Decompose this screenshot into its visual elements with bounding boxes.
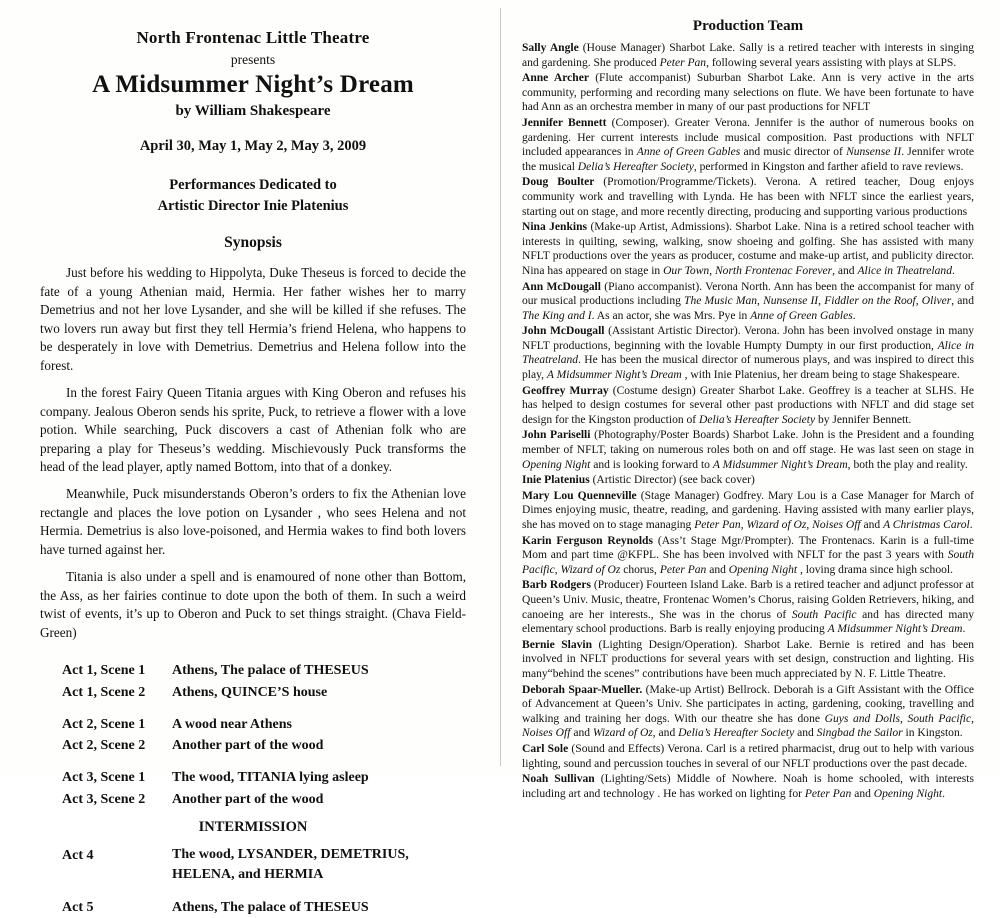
production-team-bio bbox=[522, 489, 974, 533]
play-title: A Midsummer Night’s Dream bbox=[92, 71, 414, 98]
production-team-bio bbox=[522, 324, 974, 382]
dedication-line-2: Artistic Director Inie Platenius bbox=[157, 197, 349, 214]
bio-person-name: John McDougall bbox=[522, 325, 605, 338]
scene-location: Athens, The palace of THESEUS bbox=[172, 663, 369, 679]
production-team-bio bbox=[522, 742, 974, 771]
bio-text: (Photography/Poster Boards) Sharbot Lake. John is the President and a founding member of NFLT, taking on numerous roles both on and off stage. He was last seen on stage in Opening Night and is looking forward to A Midsummer Night’s Dream, both the play and reality. bbox=[522, 429, 975, 471]
synopsis-body bbox=[40, 264, 466, 642]
production-team-bio bbox=[522, 280, 974, 324]
scene-row bbox=[40, 767, 466, 788]
bio-person-name: Mary Lou Quenneville bbox=[522, 489, 637, 502]
play-author: by William Shakespeare bbox=[175, 103, 331, 119]
bio-text: (Flute accompanist) Suburban Sharbot Lake. Ann is very active in the arts community, performing and recording many selections on flute. We have been fortunate to have had Ann as an orchestra member in many of our past productions for NFLT bbox=[522, 72, 974, 114]
bio-person-name: Bernie Slavin bbox=[522, 638, 593, 651]
scene-row bbox=[40, 660, 466, 681]
production-team-bio bbox=[522, 41, 974, 70]
scene-row bbox=[40, 845, 466, 886]
bio-person-name: Carl Sole bbox=[522, 742, 569, 755]
bio-person-name: Nina Jenkins bbox=[522, 221, 588, 234]
scene-location: The wood, LYSANDER, DEMETRIUS, HELENA, and HERMIA bbox=[172, 846, 409, 883]
scene-spacer bbox=[40, 703, 466, 714]
bio-text: (Lighting Design/Operation). Sharbot Lake. Bernie is retired and has been involved in NFLT productions for several years with set design, construction and lighting. His many“behind the scenes” contributions have been much appreciated by N. F. Little Theatre. bbox=[522, 638, 974, 680]
scene-location: Another part of the wood bbox=[172, 738, 324, 754]
scene-row bbox=[40, 735, 466, 756]
production-team-bio bbox=[522, 175, 974, 219]
bio-text: (Costume design) Greater Sharbot Lake. Geoffrey is a teacher at SLHS. He has helped to design costumes for several other past productions with NFLT and did stage set design for the Kingston production of Delia’s Hereafter Society by Jennifer Bennett. bbox=[522, 384, 974, 426]
bio-text: (Sound and Effects) Verona. Carl is a retired pharmacist, drug out to help with various lighting, sound and percussion touches in several of our NFLT productions over the past decade. bbox=[522, 742, 974, 770]
scene-row bbox=[40, 789, 466, 810]
dedication-line-1: Performances Dedicated to bbox=[169, 177, 337, 193]
company-name: North Frontenac Little Theatre bbox=[136, 28, 370, 47]
scene-location: Another part of the wood bbox=[172, 791, 324, 807]
performance-dates: April 30, May 1, May 2, May 3, 2009 bbox=[139, 138, 367, 154]
bio-text: (Lighting/Sets) Middle of Nowhere. Noah is home schooled, with interests including art and technology . He has worked on lighting for Peter Pan and Opening Night. bbox=[522, 773, 974, 800]
intermission-label: INTERMISSION bbox=[198, 818, 308, 835]
production-team-bio bbox=[522, 220, 974, 278]
scene-act: Act 3, Scene 2 bbox=[62, 791, 146, 807]
scene-act: Act 4 bbox=[62, 847, 94, 863]
production-team-heading: Production Team bbox=[692, 18, 804, 34]
production-team-bio bbox=[522, 683, 974, 741]
production-team-bio bbox=[522, 772, 974, 801]
bio-person-name: Karin Ferguson Reynolds bbox=[522, 534, 653, 547]
scene-location: Athens, The palace of THESEUS bbox=[172, 899, 369, 915]
bio-person-name: Deborah Spaar-Mueller. bbox=[522, 683, 643, 696]
bio-text: (Composer). Greater Verona. Jennifer is the author of numerous books on gardening. Her current interests include musical composition. Past productions with NFLT included appearances in Anne of Green Gables and music director of Nunsense II. Jennifer wrote the musical Delia’s Hereafter Society, performed in Kingston and farther afield to rave reviews. bbox=[522, 116, 974, 173]
scene-row bbox=[40, 714, 466, 735]
production-team-bio bbox=[522, 428, 974, 472]
synopsis-heading: Synopsis bbox=[224, 234, 282, 252]
bio-person-name: Noah Sullivan bbox=[522, 773, 595, 786]
synopsis-paragraph: Just before his wedding to Hippolyta, Duke Theseus is forced to decide the fate of a young Athenian maid, Hermia. Her father wishes her to marry Demetrius and not her love Lysander, and she will be killed if she refuses. The two lovers run away but first they tell Hermia’s friend Helena, who happens to be desperately in love with Demetrius. Demetrius and Helena follow into the forest. bbox=[40, 265, 466, 373]
bio-text: (Promotion/Programme/Tickets). Verona. A retired teacher, Doug enjoys community work and travelling with Lynda. He has been with NFLT since the earliest years, starting out on stage, and more recently directing, producing and supporting various productions bbox=[522, 176, 974, 218]
scene-row bbox=[40, 897, 466, 918]
scene-act: Act 5 bbox=[62, 899, 94, 915]
production-team-bio bbox=[522, 116, 974, 174]
bio-person-name: Barb Rodgers bbox=[522, 579, 591, 592]
production-team-bio bbox=[522, 384, 974, 428]
playbill-header bbox=[40, 28, 466, 252]
bio-person-name: Inie Platenius bbox=[522, 474, 590, 487]
left-column bbox=[0, 0, 500, 915]
scene-location: The wood, TITANIA lying asleep bbox=[172, 770, 369, 786]
production-team-list bbox=[522, 41, 974, 801]
dedication bbox=[40, 175, 466, 216]
production-team-bio bbox=[522, 534, 974, 578]
bio-text: (Make-up Artist) Bellrock. Deborah is a Gift Assistant with the Office of Advancement at Queen’s Univ. She participates in acting, gardening, cooking, travelling and walking and training her dogs. With our theatre she has done Guys and Dolls, South Pacific, Noises Off and Wizard of Oz, and Delia’s Hereafter Society and Singbad the Sailor in Kingston. bbox=[522, 683, 975, 740]
scene-spacer bbox=[40, 886, 466, 897]
bio-person-name: Geoffrey Murray bbox=[522, 384, 609, 397]
bio-text: (Piano accompanist). Verona North. Ann has been the accompanist for many of our musical productions including The Music Man, Nunsense II, Fiddler on the Roof, Oliver, and The King and I. As an actor, she was Mrs. Pye in Anne of Green Gables. bbox=[522, 280, 974, 322]
bio-person-name: Doug Boulter bbox=[522, 176, 595, 189]
bio-person-name: Anne Archer bbox=[522, 72, 589, 85]
scene-act: Act 2, Scene 1 bbox=[62, 716, 146, 732]
bio-text: (Assistant Artistic Director). Verona. John has been involved onstage in many NFLT productions, beginning with the lovable Humpty Dumpty in our first production, Alice in Theatreland. He has been the musical director of numerous plays, and was inspired to direct this play, A Midsummer Night’s Dream , with Inie Platenius, her dream being to stage Shakespeare. bbox=[522, 325, 974, 382]
bio-text: (Producer) Fourteen Island Lake. Barb is a retired teacher and adjunct professor at Queen’s Univ. Music, theatre, Frontenac Women’s Chorus, raising Golden Retrievers, hiking, and canoeing are her interests., She was in the chorus of South Pacific and has directed many elementary school productions. Barb is really enjoying producing A Midsummer Night’s Dream. bbox=[522, 579, 974, 636]
scene-act: Act 1, Scene 1 bbox=[62, 663, 146, 679]
scene-list bbox=[40, 660, 466, 917]
bio-person-name: Jennifer Bennett bbox=[522, 116, 607, 129]
scene-location: A wood near Athens bbox=[172, 716, 292, 732]
bio-person-name: Ann McDougall bbox=[522, 280, 601, 293]
bio-person-name: Sally Angle bbox=[522, 42, 579, 54]
production-team-bio bbox=[522, 638, 974, 682]
production-team-bio bbox=[522, 71, 974, 115]
scene-row bbox=[40, 682, 466, 703]
bio-text: (Ass’t Stage Mgr/Prompter). The Frontenacs. Karin is a full-time Mom and part time @KFPL. She has been involved with NFLT for the past 3 years with South Pacific, Wizard of Oz chorus, Peter Pan and Opening Night , loving drama since high school. bbox=[522, 534, 975, 576]
synopsis-paragraph: Titania is also under a spell and is enamoured of none other than Bottom, the Ass, as her fairies continue to dote upon the both of them. In such a weird twist of events, it’s up to Oberon and Puck to set things straight. (Chava Field-Green) bbox=[40, 569, 466, 640]
production-team-bio bbox=[522, 473, 974, 488]
synopsis-paragraph: In the forest Fairy Queen Titania argues with King Oberon and refuses his company. Jealous Oberon sends his sprite, Puck, to retrieve a flower with a love potion. While searching, Puck discovers a cast of Athenian folk who are preparing a play for Theseus’s wedding. Mischievously Puck transforms the head of the lead player, aptly named Bottom, into that of a donkey. bbox=[40, 385, 466, 474]
bio-text: (Artistic Director) (see back cover) bbox=[589, 474, 755, 487]
synopsis-paragraph: Meanwhile, Puck misunderstands Oberon’s orders to fix the Athenian love rectangle and places the love potion on Lysander , who sees Helena and not Hermia. Demetrius is also love-poisoned, and Hermia wakes to find both lovers have turned against her. bbox=[40, 486, 466, 557]
scene-act: Act 1, Scene 2 bbox=[62, 684, 146, 700]
scene-act: Act 2, Scene 2 bbox=[62, 738, 146, 754]
bio-text: (House Manager) Sharbot Lake. Sally is a retired teacher with interests in singing and gardening. She produced Peter Pan, following several years assisting with plays at SLPS. bbox=[522, 42, 974, 69]
scene-location: Athens, QUINCE’S house bbox=[172, 684, 328, 700]
production-team-bio bbox=[522, 578, 974, 636]
scene-act: Act 3, Scene 1 bbox=[62, 770, 146, 786]
column-divider bbox=[500, 8, 501, 766]
presents-label: presents bbox=[230, 52, 276, 67]
right-column bbox=[500, 0, 1000, 800]
scene-spacer bbox=[40, 756, 466, 767]
bio-text: (Make-up Artist, Admissions). Sharbot Lake. Nina is a retired school teacher with interests in quilting, sewing, walking, snow shoeing and golfing. She has assisted with many NFLT productions over the years as producer, costume and make-up artist, and publicity director. Nina has appeared on stage in Our Town, North Frontenac Forever, and Alice in Theatreland. bbox=[522, 221, 974, 277]
bio-person-name: John Pariselli bbox=[522, 429, 591, 442]
bio-text: (Stage Manager) Godfrey. Mary Lou is a Case Manager for March of Dimes enjoying music, theatre, reading, and gardening. Having assisted with many earlier plays, she has moved on to stage managing Peter Pan, Wizard of Oz, Noises Off and A Christmas Carol. bbox=[522, 489, 974, 531]
